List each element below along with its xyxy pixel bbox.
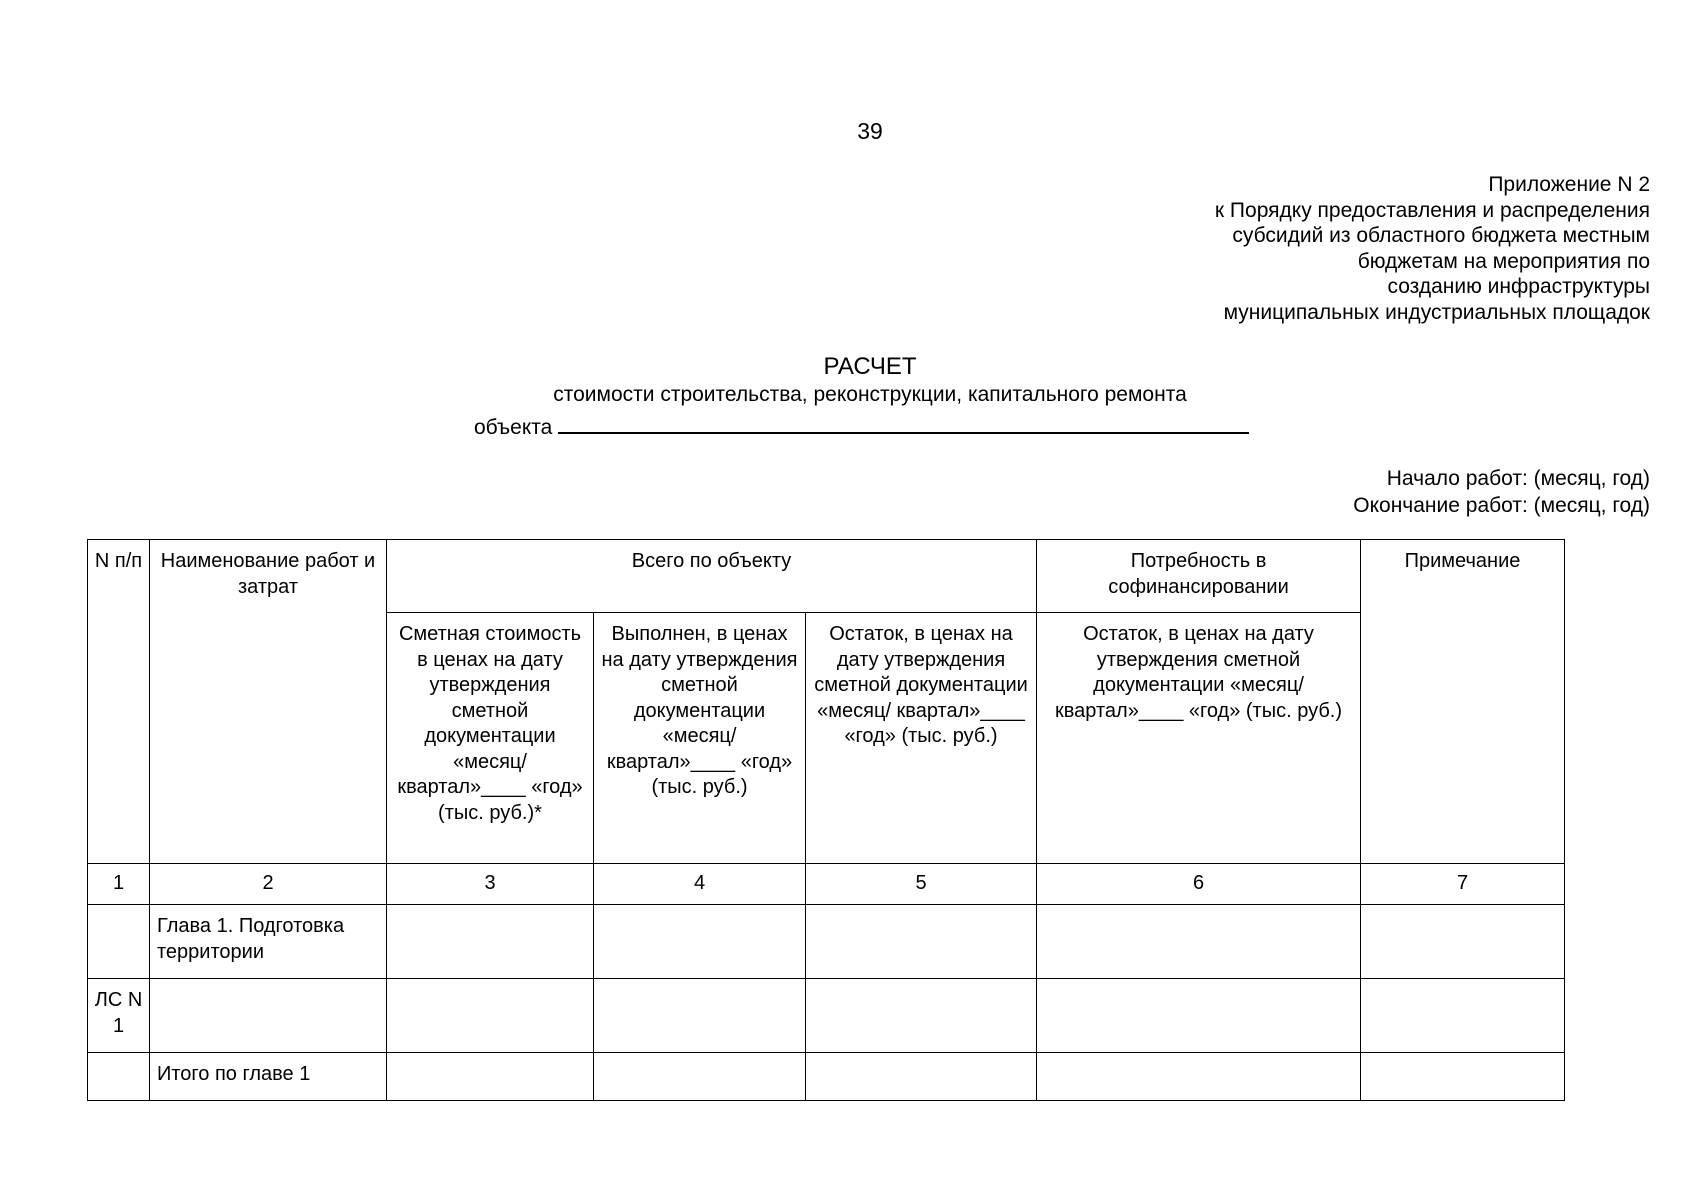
empty-cell	[387, 979, 594, 1053]
header-estimated-cost: Сметная стоимость в ценах на дату утверждения сметной документации «месяц/ квартал»____ «год» (тыс. руб.)*	[387, 613, 594, 864]
title-subtitle: стоимости строительства, реконструкции, капитального ремонта	[553, 383, 1187, 406]
header-cofin-remainder: Остаток, в ценах на дату утверждения сметной документации «месяц/квартал»____ «год» (тыс. руб.)	[1037, 613, 1361, 864]
empty-cell	[806, 979, 1037, 1053]
appendix-line: созданию инфраструктуры	[1387, 275, 1650, 299]
empty-cell	[806, 1053, 1037, 1101]
end-date: Окончание работ: (месяц, год)	[1353, 494, 1650, 517]
appendix-header	[950, 172, 1650, 326]
empty-cell	[594, 1053, 806, 1101]
column-number: 5	[806, 864, 1037, 905]
row-name-cell: Итого по главе 1	[150, 1053, 387, 1101]
row-name-cell: Глава 1. Подготовка территории	[150, 905, 387, 979]
appendix-line: к Порядку предоставления и распределения	[1214, 198, 1650, 222]
column-number: 4	[594, 864, 806, 905]
empty-cell	[806, 905, 1037, 979]
object-label: объекта	[474, 416, 553, 439]
appendix-line: муниципальных индустриальных площадок	[1223, 300, 1650, 324]
calculation-table	[87, 539, 1565, 1101]
empty-cell	[1037, 1053, 1361, 1101]
appendix-line: субсидий из областного бюджета местным	[1232, 224, 1650, 248]
table-row	[88, 979, 1565, 1053]
column-number: 6	[1037, 864, 1361, 905]
empty-cell	[387, 1053, 594, 1101]
header-row	[88, 540, 1565, 613]
header-remainder: Остаток, в ценах на дату утверждения сметной документации «месяц/ квартал»____ «год» (тыс. руб.)	[806, 613, 1037, 864]
empty-cell	[387, 905, 594, 979]
column-number-row	[88, 864, 1565, 905]
header-completed: Выполнен, в ценах на дату утверждения сметной документации «месяц/ квартал»____ «год» (тыс. руб.)	[594, 613, 806, 864]
row-num-cell	[88, 905, 150, 979]
header-name: Наименование работ и затрат	[150, 540, 387, 864]
document-title	[0, 353, 1697, 408]
empty-cell	[1361, 1053, 1565, 1101]
title-main: РАСЧЕТ	[823, 353, 917, 380]
table-row	[88, 1053, 1565, 1101]
empty-cell	[1361, 905, 1565, 979]
column-number: 1	[88, 864, 150, 905]
row-num-cell: ЛС N 1	[88, 979, 150, 1053]
empty-cell	[1037, 905, 1361, 979]
page-number: 39	[857, 118, 883, 144]
header-total: Всего по объекту	[387, 540, 1037, 613]
column-number: 2	[150, 864, 387, 905]
work-dates	[1353, 465, 1650, 519]
object-line	[474, 410, 1249, 441]
empty-cell	[594, 979, 806, 1053]
row-name-cell	[150, 979, 387, 1053]
appendix-line: Приложение N 2	[1488, 173, 1650, 196]
start-date: Начало работ: (месяц, год)	[1386, 467, 1650, 490]
object-blank-field	[558, 410, 1249, 434]
empty-cell	[1361, 979, 1565, 1053]
empty-cell	[1037, 979, 1361, 1053]
table-row	[88, 905, 1565, 979]
row-num-cell	[88, 1053, 150, 1101]
header-note: Примечание	[1361, 540, 1565, 864]
empty-cell	[594, 905, 806, 979]
column-number: 3	[387, 864, 594, 905]
header-cofinancing: Потребность в софинансировании	[1037, 540, 1361, 613]
appendix-line: бюджетам на мероприятия по	[1357, 249, 1650, 273]
header-num: N п/п	[88, 540, 150, 864]
column-number: 7	[1361, 864, 1565, 905]
